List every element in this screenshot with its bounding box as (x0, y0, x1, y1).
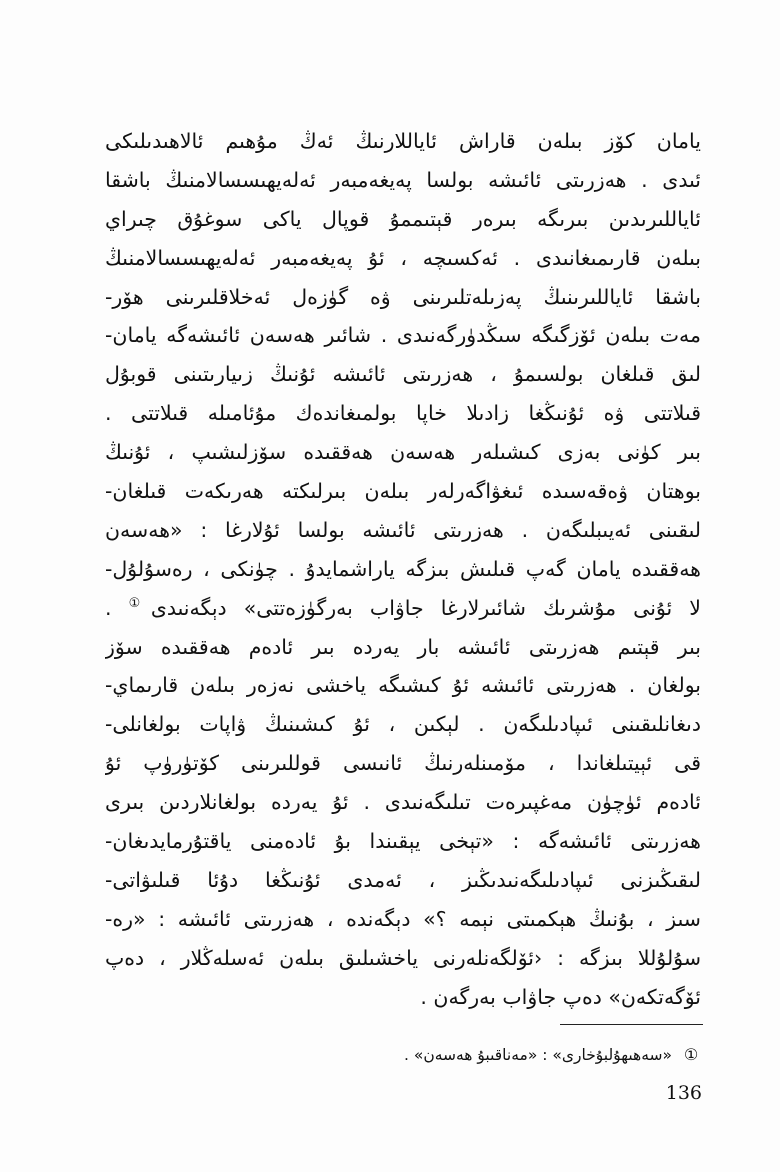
text-line: ئىدى . ھەزرىتى ئائىشە بولسا پەيغەمبەر ئەلەيھىسسالامنىڭ باشقا (105, 167, 701, 192)
text-line: بوھتان ۋەقەسىدە ئىغۋاگەرلەر بىلەن بىرلىكتە ھەرىكەت قىلغان- (105, 479, 701, 504)
text-line: قى ئېيتىلغاندا ، مۆمىنلەرنىڭ ئانىسى قوللىرىنى كۆتۈرۈپ ئۇ (105, 751, 701, 776)
text-line: بىر كۈنى بەزى كىشىلەر ھەسەن ھەققىدە سۆزلىشىپ ، ئۇنىڭ (105, 440, 701, 465)
body-text (105, 122, 701, 1016)
text-line: لىقىڭىزنى ئىپادىلىگەنىدىڭىز ، ئەمدى ئۇنىڭغا دۇئا قىلىۋاتى- (105, 867, 701, 892)
page-number: 136 (665, 1082, 702, 1104)
text-line: بىر قېتىم ھەزرىتى ئائىشە بار يەردە بىر ئادەم ھەققىدە سۆز (105, 634, 701, 659)
text-line-with-footnote-ref (105, 589, 701, 628)
text-line-content: لا ئۇنى مۇشرىك شائىرلارغا جاۋاب بەرگۈزەتتى» دېگەنىدى (150, 595, 701, 620)
footnote-marker: ① (683, 1045, 699, 1064)
text-line: لىق قىلغان بولسىمۇ ، ھەزرىتى ئائىشە ئۇنىڭ زىيارىتىنى قوبۇل (105, 362, 701, 387)
text-line: قىلاتتى ۋە ئۇنىڭغا زادىلا خاپا بولمىغاندەك مۇئامىلە قىلاتتى . (105, 401, 701, 426)
text-line: بولغان . ھەزرىتى ئائىشە ئۇ كىشىگە ياخشى نەزەر بىلەن قارىماي- (105, 673, 701, 698)
text-line: لىقىنى ئەيىبلىگەن . ھەزرىتى ئائىشە بولسا ئۇلارغا : «ھەسەن (105, 517, 701, 542)
text-line: ئاياللىرىدىن بىرىگە بىرەر قېتىممۇ قوپال ياكى سوغۇق چىراي (105, 206, 701, 231)
text-line: سىز ، بۇنىڭ ھېكمىتى نېمە ؟» دېگەندە ، ھەزرىتى ئائىشە : «رە- (105, 906, 701, 931)
footnote-text: «سەھىھۇلبۇخارى» : «مەناقىبۇ ھەسەن» . (403, 1046, 672, 1064)
text-line: ئادەم ئۈچۈن مەغپىرەت تىلىگەنىدى . ئۇ يەردە بولغانلاردىن بىرى (105, 790, 701, 815)
text-line: سۇلۇللا بىزگە : ‹ئۆلگەنلەرنى ياخشىلىق بىلەن ئەسلەڭلار ، دەپ (105, 945, 701, 970)
text-line: باشقا ئاياللىرىنىڭ پەزىلەتلىرىنى ۋە گۈزەل ئەخلاقلىرىنى ھۆر- (105, 284, 701, 309)
text-line-last: ئۆگەتكەن» دەپ جاۋاب بەرگەن . (420, 984, 701, 1009)
text-line: مەت بىلەن ئۆزگىگە سىڭدۈرگەنىدى . شائىر ھەسەن ئائىشەگە يامان- (105, 323, 701, 348)
text-line: ھەزرىتى ئائىشەگە : «تېخى يېقىندا بۇ ئادەمنى ياقتۇرمايدىغان- (105, 829, 701, 854)
sentence-end: . (105, 595, 119, 620)
text-line: دىغانلىقىنى ئىپادىلىگەن . لېكىن ، ئۇ كىشىنىڭ ۋاپات بولغانلى- (105, 712, 701, 737)
text-line: ھەققىدە يامان گەپ قىلىش بىزگە ياراشمايدۇ . چۈنكى ، رەسۇلۇل- (105, 556, 701, 581)
footnote-reference[interactable]: ① (118, 595, 151, 611)
text-line: بىلەن قارىمىغانىدى . ئەكسىچە ، ئۇ پەيغەمبەر ئەلەيھىسسالامنىڭ (105, 245, 701, 270)
text-line: يامان كۆز بىلەن قاراش ئاياللارنىڭ ئەڭ مۇھىم ئالاھىدىلىكى (105, 129, 701, 153)
footnote-divider (560, 1024, 703, 1025)
